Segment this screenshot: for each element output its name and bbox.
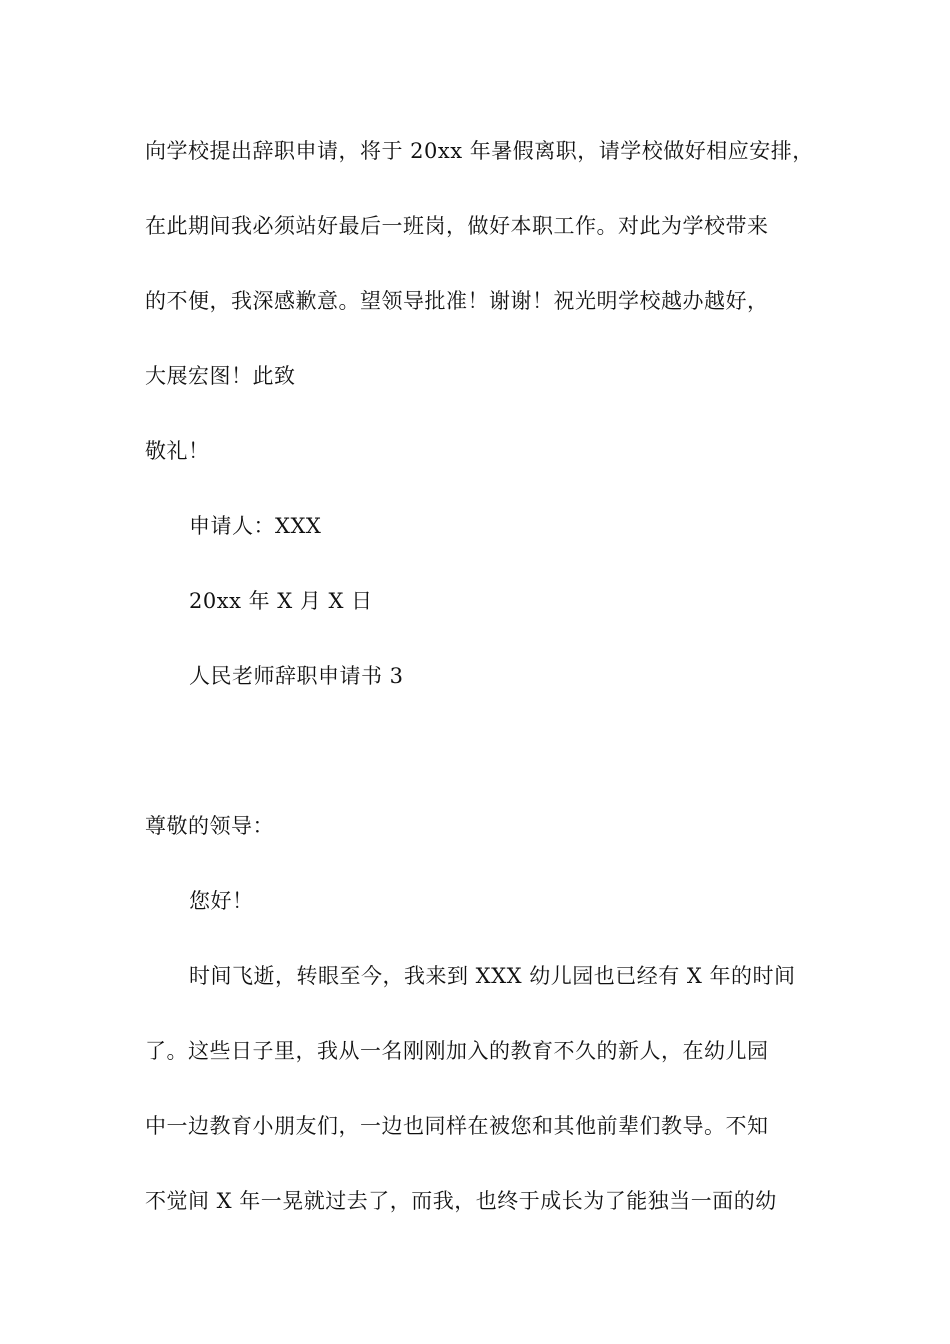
closing-salutation: 敬礼！	[145, 439, 210, 463]
body-text-line: 时间飞逝，转眼至今，我来到 XXX 幼儿园也已经有 X 年的时间	[189, 964, 796, 988]
body-text-line: 中一边教育小朋友们，一边也同样在被您和其他前辈们教导。不知	[145, 1114, 769, 1138]
body-text-line: 向学校提出辞职申请，将于 20xx 年暑假离职，请学校做好相应安排，	[145, 139, 814, 163]
applicant-signature: 申请人：XXX	[189, 514, 322, 538]
body-text-line: 了。这些日子里，我从一名刚刚加入的教育不久的新人，在幼儿园	[145, 1039, 769, 1063]
body-text-line: 在此期间我必须站好最后一班岗，做好本职工作。对此为学校带来	[145, 214, 769, 238]
body-text-line: 的不便，我深感歉意。望领导批准！谢谢！祝光明学校越办越好，	[145, 289, 769, 313]
date-line: 20xx 年 X 月 X 日	[189, 589, 373, 613]
body-text-line: 不觉间 X 年一晃就过去了，而我，也终于成长为了能独当一面的幼	[145, 1189, 777, 1213]
section-title: 人民老师辞职申请书 3	[189, 664, 404, 688]
greeting-salutation: 尊敬的领导：	[145, 814, 274, 838]
greeting-line: 您好！	[189, 889, 254, 913]
body-text-line: 大展宏图！此致	[145, 364, 296, 388]
